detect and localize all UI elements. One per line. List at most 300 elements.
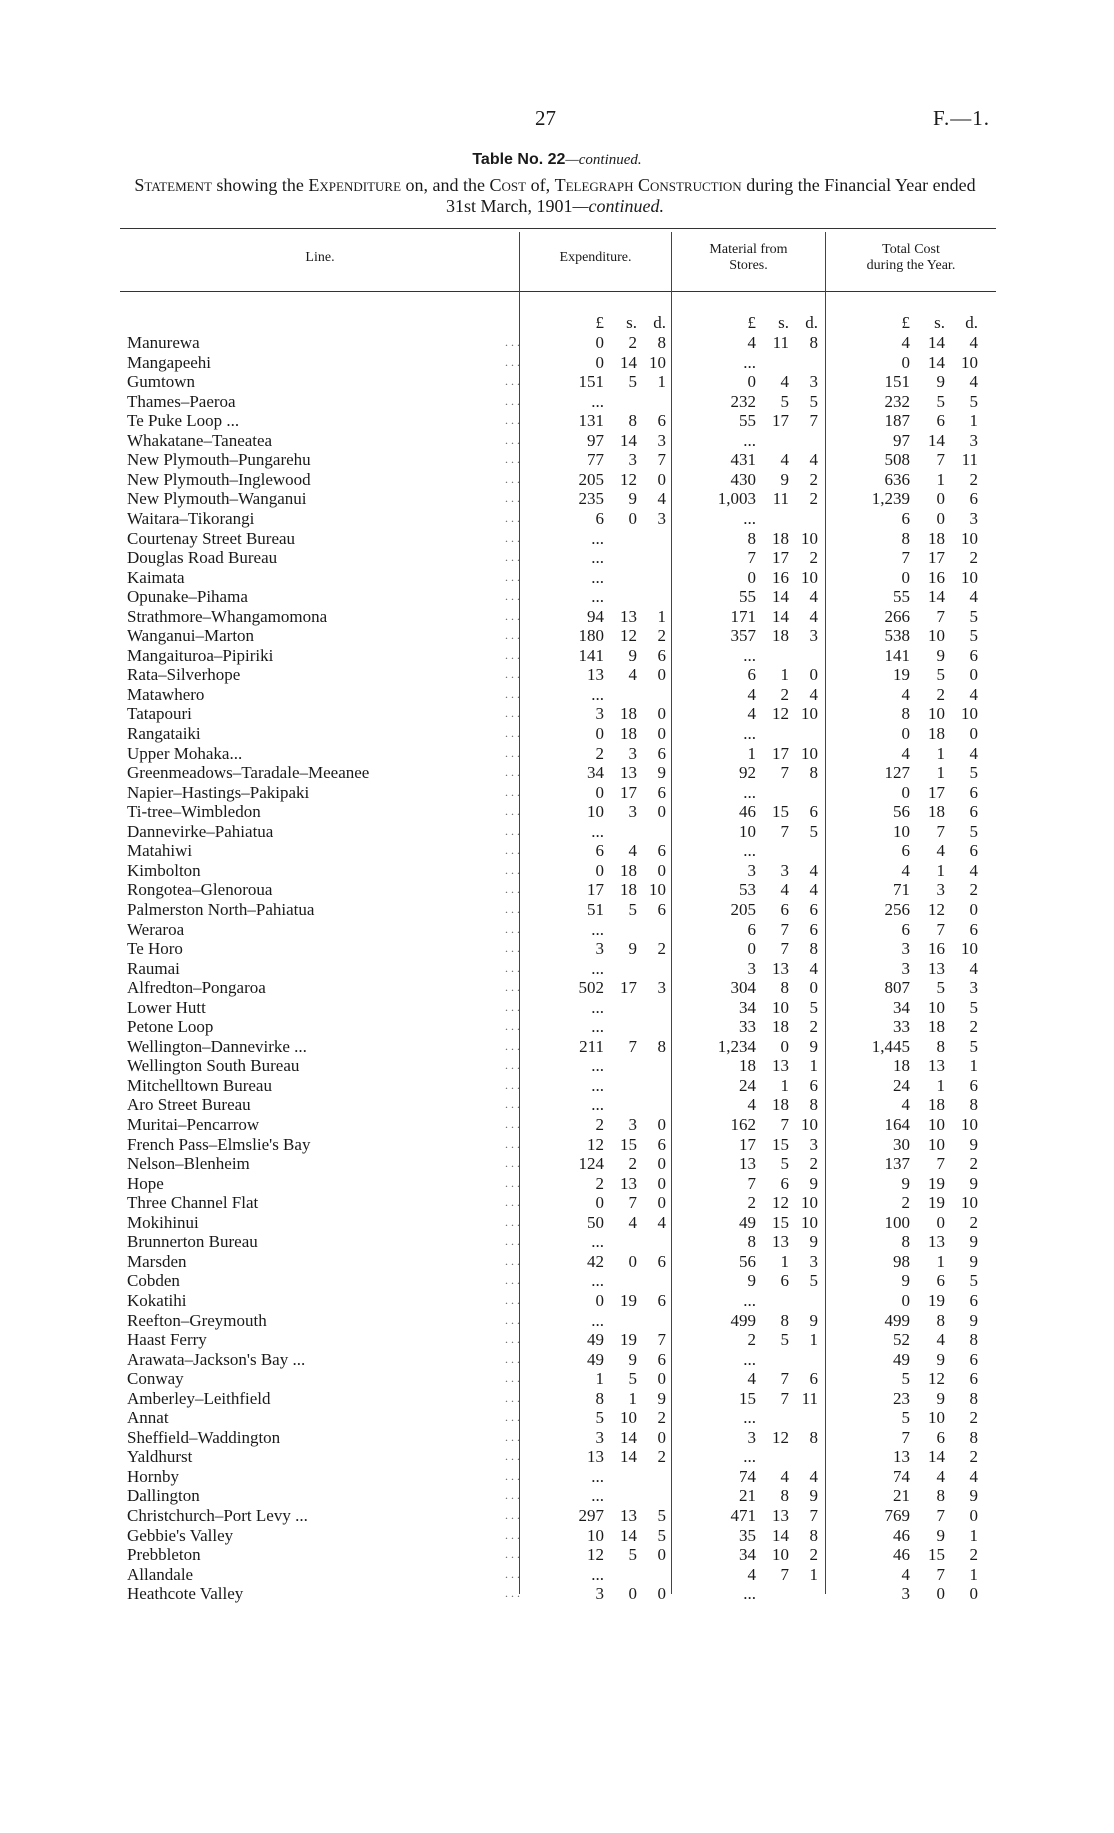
tot-value: 4 <box>901 684 910 704</box>
tot-value: 4 <box>969 1466 978 1486</box>
exp-value: 4 <box>628 1212 637 1232</box>
mat-value: 33 <box>739 1017 756 1037</box>
tot-value: 8 <box>901 528 910 548</box>
exp-value: 19 <box>620 1290 637 1310</box>
mat-value: 8 <box>780 1310 789 1330</box>
exp-value: 2 <box>657 1408 666 1428</box>
exp-value: 13 <box>620 763 637 783</box>
mat-empty: ... <box>743 1349 756 1369</box>
exp-empty: ... <box>591 684 604 704</box>
line-name: Kaimata <box>127 567 185 587</box>
dot-leader: ... <box>505 1156 523 1171</box>
dot-leader: ... <box>505 1214 523 1229</box>
mat-value: 9 <box>809 1486 818 1506</box>
tot-value: 5 <box>969 1271 978 1291</box>
mat-value: 74 <box>739 1466 756 1486</box>
tot-value: 9 <box>969 1134 978 1154</box>
table-continued: —continued. <box>565 152 642 168</box>
line-name: Muritai–Pencarrow <box>127 1115 260 1134</box>
line-name: Petone Loop <box>127 1017 214 1037</box>
line-name: Greenmeadows–Taradale–Meeanee <box>127 763 370 783</box>
exp-value: 2 <box>657 939 666 959</box>
mat-empty: ... <box>743 782 756 802</box>
mat-value: 13 <box>739 1154 756 1174</box>
mat-value: 11 <box>801 1388 818 1408</box>
dot-leader: ... <box>505 471 523 486</box>
mat-value: 15 <box>772 802 789 822</box>
dot-leader: ... <box>505 882 523 897</box>
tot-value: 16 <box>928 567 945 587</box>
tot-value: 10 <box>928 1408 945 1428</box>
tot-value: 18 <box>928 528 945 548</box>
mat-value: 205 <box>730 899 756 919</box>
tot-value: 14 <box>928 352 945 372</box>
tot-value: 0 <box>936 489 945 509</box>
tot-value: 6 <box>969 841 978 861</box>
exp-value: 5 <box>657 1525 666 1545</box>
tot-value: 1 <box>969 1564 978 1584</box>
dot-leader: ... <box>505 1429 523 1444</box>
tot-value: 17 <box>928 782 945 802</box>
dot-leader: ... <box>505 589 523 604</box>
tot-value: 16 <box>928 939 945 959</box>
tot-value: 100 <box>884 1212 910 1232</box>
tot-value: 256 <box>884 899 910 919</box>
mat-value: 13 <box>772 1056 789 1076</box>
exp-value: 235 <box>578 489 604 509</box>
line-name: Nelson–Blenheim <box>127 1154 250 1174</box>
tot-value: 9 <box>936 1525 945 1545</box>
exp-value: 2 <box>657 1447 666 1467</box>
mat-value: 2 <box>809 548 818 568</box>
tot-value: 10 <box>928 1115 945 1134</box>
exp-value: 151 <box>578 372 604 392</box>
tot-value: 6 <box>969 645 978 665</box>
mat-value: 8 <box>780 1486 789 1506</box>
exp-value: 10 <box>620 1408 637 1428</box>
tot-value: 151 <box>884 372 910 392</box>
dot-leader: ... <box>505 550 523 565</box>
tot-value: 10 <box>961 567 978 587</box>
line-name: Dannevirke–Pahiatua <box>127 821 274 841</box>
tot-value: 4 <box>936 1466 945 1486</box>
mat-value: 232 <box>730 391 756 411</box>
tot-value: 636 <box>884 469 910 489</box>
mat-value: 55 <box>739 587 756 607</box>
exp-empty: ... <box>591 997 604 1017</box>
mat-value: 9 <box>780 469 789 489</box>
mat-value: 7 <box>780 821 789 841</box>
mat-value: 7 <box>747 548 756 568</box>
exp-value: 10 <box>649 352 666 372</box>
exp-value: 49 <box>587 1349 604 1369</box>
dot-leader: ... <box>505 1195 523 1210</box>
tot-value: 3 <box>969 430 978 450</box>
dot-leader: ... <box>505 686 523 701</box>
mat-empty: ... <box>743 724 756 743</box>
dot-leader: ... <box>505 1488 523 1503</box>
tot-value: 1 <box>969 411 978 431</box>
mat-value: 13 <box>772 958 789 978</box>
exp-value: 9 <box>628 645 637 665</box>
mat-value: 6 <box>809 1075 818 1095</box>
exp-value: 3 <box>628 802 637 822</box>
exp-value: 13 <box>587 665 604 685</box>
tot-value: 13 <box>928 1056 945 1076</box>
mat-value: 11 <box>772 333 789 352</box>
mat-value: 1 <box>780 665 789 685</box>
line-name: Hornby <box>127 1466 179 1486</box>
exp-value: 10 <box>587 802 604 822</box>
line-name: Conway <box>127 1369 184 1389</box>
line-name: Manurewa <box>127 333 200 352</box>
tot-value: 6 <box>969 489 978 509</box>
exp-value: 9 <box>628 1349 637 1369</box>
line-name: Rata–Silverhope <box>127 665 241 685</box>
tot-value: 141 <box>884 645 910 665</box>
line-name: Rangataiki <box>127 724 201 743</box>
tot-value: 10 <box>928 997 945 1017</box>
tot-value: 3 <box>901 958 910 978</box>
dot-leader: ... <box>505 1117 523 1131</box>
statement-text: showing the <box>216 175 304 195</box>
mat-value: 92 <box>739 763 756 783</box>
line-name: Annat <box>127 1408 169 1428</box>
tot-value: 9 <box>901 1173 910 1193</box>
mat-value: 8 <box>809 1525 818 1545</box>
mat-value: 4 <box>809 880 818 900</box>
mat-value: 499 <box>730 1310 756 1330</box>
mat-value: 431 <box>730 450 756 470</box>
tot-value: 6 <box>969 802 978 822</box>
exp-empty: ... <box>591 1075 604 1095</box>
dot-leader: ... <box>505 1097 523 1112</box>
exp-value: 3 <box>628 743 637 763</box>
mat-value: 15 <box>739 1388 756 1408</box>
statement-expenditure: Expenditure <box>308 175 402 195</box>
dot-leader: ... <box>505 1351 523 1366</box>
mat-value: 3 <box>809 372 818 392</box>
dot-leader: ... <box>505 1058 523 1073</box>
line-name: Marsden <box>127 1251 187 1271</box>
tot-value: 55 <box>893 587 910 607</box>
mat-value: 10 <box>801 1115 818 1134</box>
tot-value: 1 <box>936 1251 945 1271</box>
mat-empty: ... <box>743 841 756 861</box>
exp-value: 12 <box>620 469 637 489</box>
tot-value: 9 <box>969 1310 978 1330</box>
exp-value: 13 <box>620 1506 637 1525</box>
dot-leader: ... <box>505 667 523 682</box>
tot-value: 7 <box>936 821 945 841</box>
exp-value: 3 <box>657 978 666 998</box>
mat-empty: ... <box>743 1290 756 1310</box>
tot-value: 17 <box>928 548 945 568</box>
dot-leader: ... <box>505 1566 523 1581</box>
exp-value: 5 <box>628 372 637 392</box>
mat-value: 7 <box>809 1506 818 1525</box>
dot-leader: ... <box>505 413 523 428</box>
tot-value: 18 <box>928 1095 945 1115</box>
exp-value: 2 <box>628 1154 637 1174</box>
tot-value: 9 <box>936 1388 945 1408</box>
exp-value: 5 <box>628 1369 637 1389</box>
mat-value: 4 <box>747 1369 756 1389</box>
exp-empty: ... <box>591 391 604 411</box>
tot-value: 10 <box>961 939 978 959</box>
exp-value: 2 <box>595 1173 604 1193</box>
tot-value: 8 <box>969 1330 978 1350</box>
line-name: Matawhero <box>127 684 205 704</box>
exp-value: 8 <box>657 1036 666 1056</box>
tot-value: 807 <box>884 978 910 998</box>
line-name: Tatapouri <box>127 704 192 724</box>
tot-value: 8 <box>936 1310 945 1330</box>
tot-value: 71 <box>893 880 910 900</box>
dot-leader: ... <box>505 1273 523 1288</box>
exp-empty: ... <box>591 1056 604 1076</box>
mat-value: 7 <box>780 1369 789 1389</box>
exp-value: 0 <box>657 724 666 743</box>
mat-value: 0 <box>747 939 756 959</box>
tot-value: 232 <box>884 391 910 411</box>
exp-value: 6 <box>657 899 666 919</box>
exp-value: 0 <box>657 1584 666 1604</box>
tot-value: 74 <box>893 1466 910 1486</box>
exp-empty: ... <box>591 567 604 587</box>
mat-value: 46 <box>739 802 756 822</box>
tot-value: 56 <box>893 802 910 822</box>
tot-value: 14 <box>928 1447 945 1467</box>
dot-leader: ... <box>505 1468 523 1483</box>
column-header-total <box>826 242 996 274</box>
line-name: Courtenay Street Bureau <box>127 528 296 548</box>
tot-value: 769 <box>884 1506 910 1525</box>
mat-value: 14 <box>772 587 789 607</box>
mat-value: 3 <box>747 958 756 978</box>
tot-value: 0 <box>969 1506 978 1525</box>
tot-value: 2 <box>969 1154 978 1174</box>
tot-value: 97 <box>893 430 910 450</box>
exp-value: 4 <box>657 1212 666 1232</box>
dot-leader: ... <box>505 1527 523 1542</box>
mat-value: 6 <box>780 1271 789 1291</box>
mat-value: 4 <box>747 704 756 724</box>
dot-leader: ... <box>505 784 523 799</box>
exp-value: 0 <box>595 1193 604 1213</box>
tot-value: 30 <box>893 1134 910 1154</box>
mat-value: 4 <box>809 1466 818 1486</box>
tot-value: 24 <box>893 1075 910 1095</box>
tot-value: 10 <box>961 704 978 724</box>
exp-value: 19 <box>620 1330 637 1350</box>
mat-value: 7 <box>747 1173 756 1193</box>
column-rule-2 <box>671 232 672 1594</box>
mat-value: 17 <box>739 1134 756 1154</box>
mat-value: 4 <box>747 1564 756 1584</box>
dot-leader: ... <box>505 1547 523 1562</box>
mat-value: 0 <box>809 665 818 685</box>
tot-value: 9 <box>901 1271 910 1291</box>
tot-value: 19 <box>928 1173 945 1193</box>
tot-value: 6 <box>969 1075 978 1095</box>
exp-value: 3 <box>595 1584 604 1604</box>
exp-value: 18 <box>620 704 637 724</box>
tot-value: 4 <box>969 684 978 704</box>
tot-value: 164 <box>884 1115 910 1134</box>
mat-value: 18 <box>739 1056 756 1076</box>
line-name: Opunake–Pihama <box>127 587 248 607</box>
mat-value: 18 <box>772 528 789 548</box>
tot-value: 0 <box>969 899 978 919</box>
mat-value: 18 <box>772 626 789 646</box>
exp-value: 49 <box>587 1330 604 1350</box>
dot-leader: ... <box>505 1312 523 1327</box>
mat-value: 15 <box>772 1134 789 1154</box>
tot-value: 5 <box>936 665 945 685</box>
unit-pence: d. <box>805 313 818 333</box>
mat-value: 8 <box>747 1232 756 1252</box>
line-name: Prebbleton <box>127 1545 201 1565</box>
mat-value: 7 <box>780 1115 789 1134</box>
tot-value: 4 <box>936 841 945 861</box>
line-name: Napier–Hastings–Pakipaki <box>127 782 310 802</box>
line-name: Strathmore–Whangamomona <box>127 606 328 626</box>
exp-value: 5 <box>628 1545 637 1565</box>
tot-value: 10 <box>961 1115 978 1134</box>
mat-value: 56 <box>739 1251 756 1271</box>
line-name: Raumai <box>127 958 180 978</box>
tot-value: 46 <box>893 1525 910 1545</box>
exp-value: 6 <box>595 841 604 861</box>
tot-value: 0 <box>901 352 910 372</box>
exp-value: 18 <box>620 860 637 880</box>
mat-value: 0 <box>747 372 756 392</box>
tot-value: 49 <box>893 1349 910 1369</box>
column-rule-3 <box>825 232 826 1594</box>
tot-value: 7 <box>936 450 945 470</box>
dot-leader: ... <box>505 862 523 877</box>
exp-empty: ... <box>591 1466 604 1486</box>
exp-value: 3 <box>657 430 666 450</box>
tot-value: 5 <box>969 391 978 411</box>
tot-value: 187 <box>884 411 910 431</box>
tot-value: 0 <box>901 567 910 587</box>
tot-value: 2 <box>969 1408 978 1428</box>
tot-value: 5 <box>969 1036 978 1056</box>
dot-leader: ... <box>505 393 523 408</box>
tot-value: 6 <box>969 1290 978 1310</box>
mat-value: 5 <box>809 997 818 1017</box>
unit-pound: £ <box>595 313 604 333</box>
mat-value: 171 <box>730 606 756 626</box>
tot-value: 5 <box>969 763 978 783</box>
mat-value: 7 <box>780 919 789 939</box>
table-heading <box>0 151 1114 169</box>
mat-value: 2 <box>809 1154 818 1174</box>
exp-value: 13 <box>620 1173 637 1193</box>
line-name: New Plymouth–Pungarehu <box>127 450 311 470</box>
exp-value: 211 <box>579 1036 604 1056</box>
dot-leader: ... <box>505 374 523 389</box>
mat-value: 4 <box>809 860 818 880</box>
mat-value: 13 <box>772 1232 789 1252</box>
tot-value: 98 <box>893 1251 910 1271</box>
line-name: Brunnerton Bureau <box>127 1232 258 1252</box>
exp-empty: ... <box>591 1232 604 1252</box>
line-name: Lower Hutt <box>127 997 206 1017</box>
exp-value: 180 <box>578 626 604 646</box>
mat-value: 1,234 <box>717 1036 756 1056</box>
dot-leader: ... <box>505 1586 523 1601</box>
exp-value: 0 <box>595 1290 604 1310</box>
mat-value: 8 <box>747 528 756 548</box>
exp-value: 502 <box>578 978 604 998</box>
tot-value: 8 <box>936 1486 945 1506</box>
tot-value: 0 <box>901 782 910 802</box>
mat-value: 10 <box>801 528 818 548</box>
tot-value: 1 <box>936 743 945 763</box>
exp-value: 6 <box>657 1251 666 1271</box>
exp-empty: ... <box>591 548 604 568</box>
tot-value: 7 <box>936 919 945 939</box>
exp-value: 8 <box>628 411 637 431</box>
exp-value: 42 <box>587 1251 604 1271</box>
line-name: Wellington–Dannevirke ... <box>127 1036 307 1056</box>
unit-pound: £ <box>747 313 756 333</box>
exp-value: 7 <box>657 1330 666 1350</box>
mat-value: 8 <box>809 763 818 783</box>
tot-value: 13 <box>928 958 945 978</box>
tot-value: 6 <box>936 411 945 431</box>
tot-value: 4 <box>969 860 978 880</box>
tot-value: 9 <box>936 1349 945 1369</box>
statement-word: Statement <box>134 175 212 195</box>
mat-value: 14 <box>772 1525 789 1545</box>
tot-value: 10 <box>928 626 945 646</box>
page-number: 27 <box>535 106 556 130</box>
mat-value: 1 <box>809 1564 818 1584</box>
exp-value: 18 <box>620 880 637 900</box>
exp-value: 0 <box>595 333 604 352</box>
column-header-total-2: during the Year. <box>866 258 956 273</box>
tot-value: 5 <box>901 1408 910 1428</box>
exp-value: 77 <box>587 450 604 470</box>
mat-value: 2 <box>747 1193 756 1213</box>
mat-value: 1 <box>809 1330 818 1350</box>
line-name: Mangaituroa–Pipiriki <box>127 645 274 665</box>
tot-value: 0 <box>901 724 910 743</box>
line-name: Mangapeehi <box>127 352 212 372</box>
mat-value: 471 <box>730 1506 756 1525</box>
mat-value: 4 <box>780 372 789 392</box>
tot-value: 2 <box>969 548 978 568</box>
tot-value: 6 <box>901 508 910 528</box>
dot-leader: ... <box>505 980 523 995</box>
tot-value: 18 <box>928 1017 945 1037</box>
tot-value: 9 <box>936 645 945 665</box>
mat-value: 8 <box>809 333 818 352</box>
mat-value: 3 <box>780 860 789 880</box>
tot-value: 3 <box>901 1584 910 1604</box>
line-name: Ti-tree–Wimbledon <box>127 802 261 822</box>
line-name: New Plymouth–Inglewood <box>127 469 311 489</box>
exp-value: 9 <box>628 489 637 509</box>
exp-value: 0 <box>657 1173 666 1193</box>
unit-shilling: s. <box>778 313 789 333</box>
mat-value: 10 <box>772 1545 789 1565</box>
exp-value: 9 <box>657 1388 666 1408</box>
